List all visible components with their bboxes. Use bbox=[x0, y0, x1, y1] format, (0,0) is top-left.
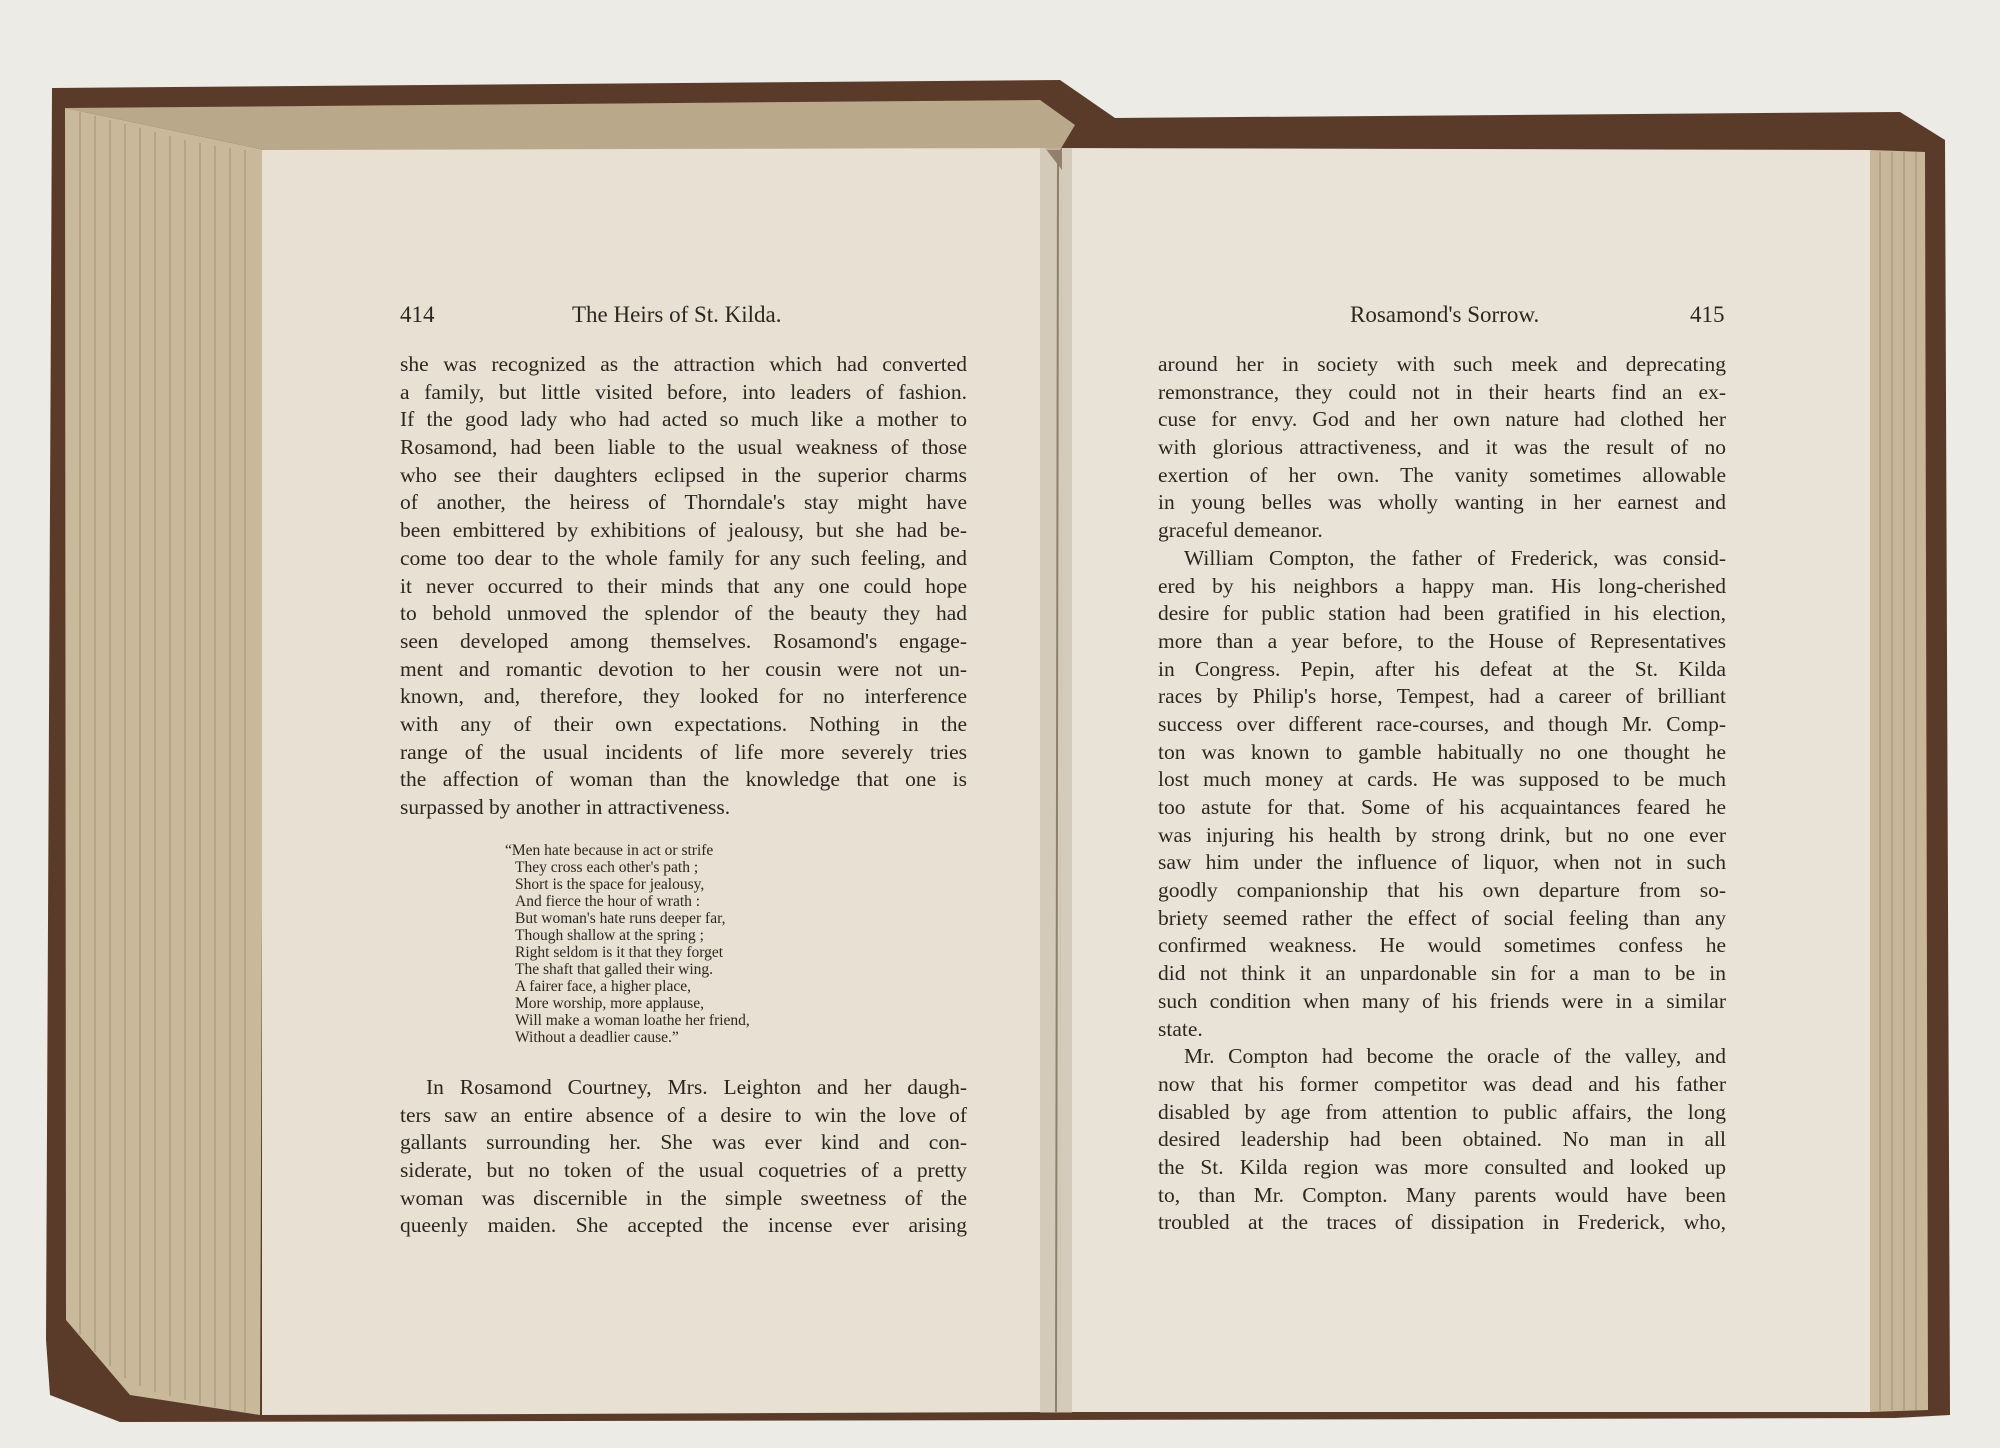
text-line: ters saw an entire absence of a desire to win the love of bbox=[400, 1102, 967, 1127]
text-line: such condition when many of his friends were in a similar bbox=[1158, 988, 1726, 1013]
text-line: siderate, but no token of the usual coquetries of a pretty bbox=[400, 1158, 967, 1183]
text-line: gallants surrounding her. She was ever kind and con- bbox=[400, 1130, 967, 1155]
text-line: Rosamond, had been liable to the usual weakness of those bbox=[400, 435, 967, 460]
poem-line: Will make a woman loathe her friend, bbox=[515, 1012, 750, 1029]
text-line: saw him under the influence of liquor, when not in such bbox=[1158, 850, 1726, 875]
text-line: range of the usual incidents of life more severely tries bbox=[400, 739, 967, 764]
text-line: disabled by age from attention to public affairs, the long bbox=[1158, 1099, 1726, 1124]
text-line: ered by his neighbors a happy man. His long-cherished bbox=[1158, 573, 1726, 598]
text-line: In Rosamond Courtney, Mrs. Leighton and her daugh- bbox=[426, 1075, 967, 1099]
text-line: desired leadership had been obtained. No man in all bbox=[1158, 1127, 1726, 1152]
left-running-title: The Heirs of St. Kilda. bbox=[572, 302, 782, 327]
right-page-number: 415 bbox=[1690, 302, 1725, 327]
poem-line: Short is the space for jealousy, bbox=[515, 876, 705, 893]
poem-line: But woman's hate runs deeper far, bbox=[515, 910, 726, 927]
text-line: troubled at the traces of dissipation in Frederick, who, bbox=[1158, 1210, 1726, 1235]
text-line: now that his former competitor was dead and his father bbox=[1158, 1071, 1726, 1096]
text-line: surpassed by another in attractiveness. bbox=[400, 795, 731, 819]
poem-line: They cross each other's path ; bbox=[515, 859, 699, 876]
text-line: too astute for that. Some of his acquaintances feared he bbox=[1158, 795, 1726, 819]
text-line: briety seemed rather the effect of social feeling than any bbox=[1158, 905, 1726, 930]
text-line: it never occurred to their minds that any one could hope bbox=[400, 573, 967, 598]
text-line: did not think it an unpardonable sin for a man to be in bbox=[1158, 961, 1726, 986]
text-line: with any of their own expectations. Nothing in the bbox=[400, 711, 967, 736]
text-line: races by Philip's horse, Tempest, had a career of brilliant bbox=[1158, 684, 1726, 709]
text-line: seen developed among themselves. Rosamond's engage- bbox=[400, 628, 967, 653]
text-line: in young belles was wholly wanting in her earnest and bbox=[1158, 490, 1726, 515]
text-line: a family, but little visited before, into leaders of fashion. bbox=[400, 379, 967, 404]
right-page-edges bbox=[1868, 150, 1928, 1412]
text-line: ton was known to gamble habitually no one thought he bbox=[1158, 739, 1726, 764]
text-line: cuse for envy. God and her own nature had clothed her bbox=[1158, 407, 1726, 432]
poem-line: Right seldom is it that they forget bbox=[515, 944, 724, 961]
text-line: confirmed weakness. He would sometimes confess he bbox=[1158, 933, 1726, 958]
text-line: more than a year before, to the House of Representatives bbox=[1158, 628, 1726, 653]
left-page-body-top bbox=[400, 351, 967, 822]
text-line: state. bbox=[1158, 1016, 1203, 1041]
poem-line: More worship, more applause, bbox=[515, 995, 704, 1012]
text-line: in Congress. Pepin, after his defeat at the St. Kilda bbox=[1158, 656, 1726, 681]
poem-line: And fierce the hour of wrath : bbox=[515, 893, 701, 910]
text-line: to, than Mr. Compton. Many parents would have been bbox=[1158, 1182, 1726, 1207]
text-line: been embittered by exhibitions of jealousy, but she had be- bbox=[400, 518, 967, 543]
text-line: goodly companionship that his own departure from so- bbox=[1158, 878, 1726, 903]
text-line: who see their daughters eclipsed in the superior charms bbox=[400, 462, 967, 487]
text-line: remonstrance, they could not in their hearts find an ex- bbox=[1158, 379, 1726, 404]
text-line: the affection of woman than the knowledge that one is bbox=[400, 767, 967, 792]
poem-line: Without a deadlier cause.” bbox=[515, 1029, 679, 1046]
text-line: success over different race-courses, and though Mr. Comp- bbox=[1158, 711, 1726, 736]
text-line: woman was discernible in the simple sweetness of the bbox=[400, 1185, 967, 1210]
text-line: queenly maiden. She accepted the incense ever arising bbox=[400, 1213, 967, 1238]
text-line: Mr. Compton had become the oracle of the valley, and bbox=[1184, 1044, 1726, 1069]
right-page-body bbox=[1158, 351, 1726, 1237]
text-line: with glorious attractiveness, and it was the result of no bbox=[1158, 435, 1726, 460]
text-line: William Compton, the father of Frederick, was consid- bbox=[1184, 545, 1726, 570]
text-line: graceful demeanor. bbox=[1158, 518, 1323, 543]
poem-line: “Men hate because in act or strife bbox=[505, 842, 714, 859]
text-line: the St. Kilda region was more consulted and looked up bbox=[1158, 1154, 1726, 1179]
text-line: around her in society with such meek and deprecating bbox=[1158, 352, 1726, 376]
left-page-body-bottom bbox=[400, 1074, 967, 1240]
text-line: ment and romantic devotion to her cousin were not un- bbox=[400, 656, 967, 681]
text-line: was injuring his health by strong drink, but no one ever bbox=[1158, 822, 1726, 847]
left-page-number: 414 bbox=[400, 302, 435, 327]
poem-line: A fairer face, a higher place, bbox=[515, 978, 691, 995]
text-line: she was recognized as the attraction which had converted bbox=[400, 352, 967, 376]
text-line: come too dear to the whole family for any such feeling, and bbox=[400, 545, 967, 570]
text-line: to behold unmoved the splendor of the beauty they had bbox=[400, 601, 967, 626]
text-line: known, and, therefore, they looked for no interference bbox=[400, 684, 967, 709]
poem-line: The shaft that galled their wing. bbox=[515, 961, 713, 978]
text-line: lost much money at cards. He was supposed to be much bbox=[1158, 767, 1726, 792]
text-line: desire for public station had been gratified in his election, bbox=[1158, 601, 1726, 626]
text-line: of another, the heiress of Thorndale's stay might have bbox=[400, 490, 967, 515]
text-line: If the good lady who had acted so much like a mother to bbox=[400, 407, 967, 432]
text-line: exertion of her own. The vanity sometimes allowable bbox=[1158, 462, 1726, 487]
poem-line: Though shallow at the spring ; bbox=[515, 927, 704, 944]
poem-block bbox=[505, 842, 750, 1046]
right-running-title: Rosamond's Sorrow. bbox=[1350, 302, 1540, 327]
